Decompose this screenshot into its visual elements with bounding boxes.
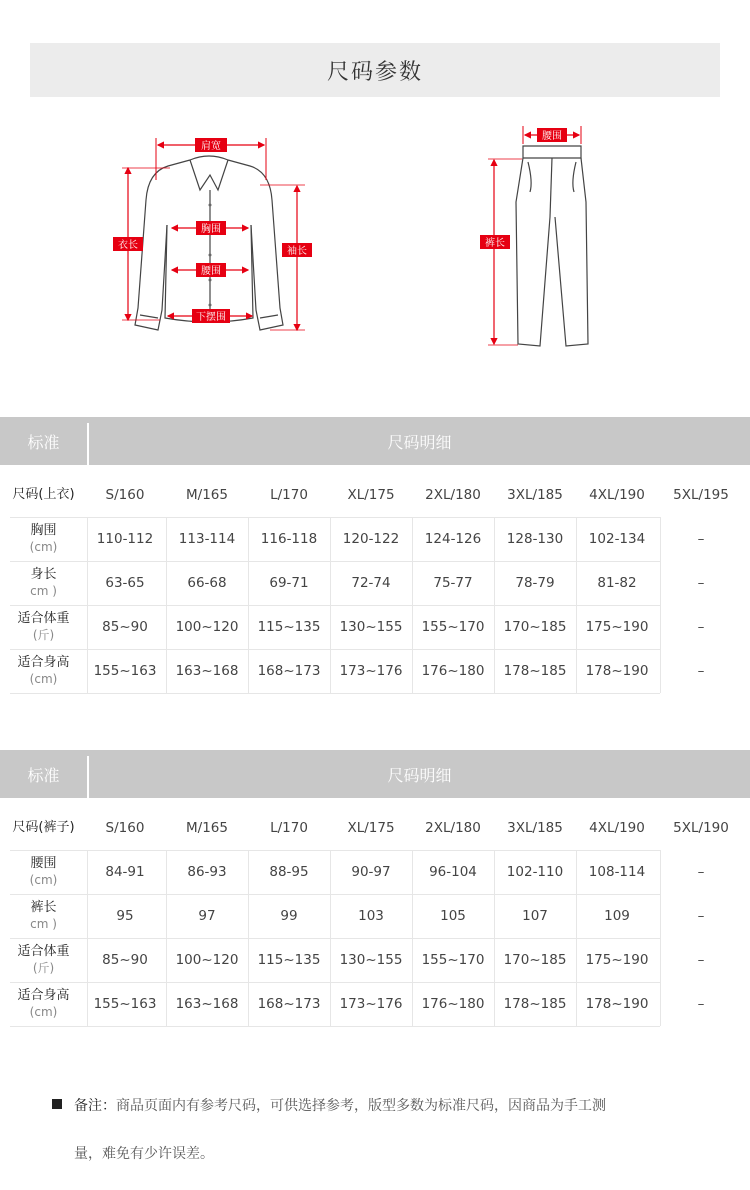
table-cell: – (697, 575, 705, 591)
table-cell: 176~180 (421, 663, 485, 679)
column-divider (87, 517, 88, 693)
size-cell: M/165 (186, 820, 228, 836)
column-divider (330, 517, 331, 693)
table-cell: – (697, 663, 705, 679)
bottom-size-table (0, 750, 750, 1036)
row-label: 适合身高 (17, 655, 70, 670)
row-label: 尺码(上衣) (12, 487, 75, 502)
note-text-2: 量，难免有少许误差。 (74, 1146, 214, 1162)
row-divider (10, 649, 660, 650)
size-cell: S/160 (105, 487, 145, 503)
label-waist-top: 腰围 (201, 266, 221, 277)
row-unit: (cm) (29, 1005, 58, 1019)
table-cell: 96-104 (429, 864, 477, 880)
table-cell: 102-134 (588, 531, 646, 547)
table-cell: 178~190 (585, 996, 649, 1012)
label-chest: 胸围 (201, 224, 221, 235)
pants-diagram (478, 122, 598, 354)
table-cell: 97 (198, 908, 216, 924)
table-cell: 175~190 (585, 619, 649, 635)
size-cell: M/165 (186, 487, 228, 503)
note (52, 1082, 732, 1178)
column-divider (166, 850, 167, 1026)
table-cell: 103 (358, 908, 384, 924)
header-standard: 标准 (27, 432, 60, 452)
table-header (0, 750, 750, 798)
column-divider (494, 850, 495, 1026)
table-cell: 115~135 (257, 619, 321, 635)
table-cell: – (697, 864, 705, 880)
header-standard: 标准 (27, 765, 60, 785)
table-row (0, 561, 750, 605)
table-cell: 99 (280, 908, 298, 924)
table-cell: – (697, 996, 705, 1012)
table-row (0, 982, 750, 1026)
table-cell: 107 (522, 908, 548, 924)
row-label: 胸围 (30, 523, 57, 538)
row-label: 尺码(裤子) (12, 820, 75, 835)
table-cell: 100~120 (175, 952, 239, 968)
table-cell: 155~170 (421, 952, 485, 968)
table-cell: 85~90 (102, 619, 148, 635)
table-cell: – (697, 908, 705, 924)
table-row (0, 649, 750, 693)
table-cell: 63-65 (105, 575, 145, 591)
table-cell: 163~168 (175, 996, 239, 1012)
table-cell: 120-122 (342, 531, 400, 547)
size-cell: 5XL/190 (673, 820, 729, 836)
table-cell: – (697, 531, 705, 547)
table-cell: 176~180 (421, 996, 485, 1012)
table-cell: 90-97 (351, 864, 391, 880)
row-unit: (斤) (32, 628, 55, 642)
column-divider (248, 517, 249, 693)
row-header (0, 649, 87, 693)
table-cell: 109 (604, 908, 630, 924)
row-header (0, 561, 87, 605)
size-cell: XL/175 (347, 820, 395, 836)
row-header (0, 850, 87, 894)
table-row (0, 938, 750, 982)
row-label: 身长 (30, 567, 57, 582)
top-size-table (0, 417, 750, 703)
column-divider (660, 850, 661, 1026)
table-cell: 81-82 (597, 575, 637, 591)
row-divider (10, 982, 660, 983)
table-cell: 75-77 (433, 575, 473, 591)
table-cell: 110-112 (96, 531, 154, 547)
size-cell: 5XL/195 (673, 487, 729, 503)
label-waist-pants: 腰围 (542, 131, 562, 142)
header-detail: 尺码明细 (387, 432, 452, 452)
row-unit: (cm) (29, 540, 58, 554)
row-header (0, 605, 87, 649)
table-cell: 86-93 (187, 864, 227, 880)
table-cell: 72-74 (351, 575, 391, 591)
label-length: 衣长 (118, 240, 138, 251)
table-cell: 66-68 (187, 575, 227, 591)
table-cell: 95 (116, 908, 134, 924)
row-divider (10, 561, 660, 562)
table-cell: 178~185 (503, 663, 567, 679)
row-divider (10, 605, 660, 606)
row-divider (10, 1026, 660, 1027)
size-cell: XL/175 (347, 487, 395, 503)
column-divider (87, 850, 88, 1026)
table-cell: 170~185 (503, 619, 567, 635)
row-divider (10, 850, 660, 851)
size-row (0, 473, 750, 517)
size-cell: L/170 (270, 487, 308, 503)
size-cell: 2XL/180 (425, 820, 481, 836)
size-cell: 3XL/185 (507, 487, 563, 503)
size-cell: 2XL/180 (425, 487, 481, 503)
table-cell: 155~163 (93, 663, 157, 679)
table-cell: 168~173 (257, 996, 321, 1012)
row-label: 适合体重 (17, 944, 70, 959)
table-cell: 88-95 (269, 864, 309, 880)
table-cell: – (697, 952, 705, 968)
table-cell: 124-126 (424, 531, 482, 547)
row-unit: cm ) (30, 584, 57, 598)
row-label: 适合身高 (17, 988, 70, 1003)
table-cell: 105 (440, 908, 466, 924)
table-cell: 115~135 (257, 952, 321, 968)
row-header (0, 982, 87, 1026)
table-row (0, 894, 750, 938)
column-divider (166, 517, 167, 693)
table-header (0, 417, 750, 465)
table-cell: 175~190 (585, 952, 649, 968)
table-row (0, 517, 750, 561)
column-divider (330, 850, 331, 1026)
label-sleeve: 袖长 (287, 246, 307, 257)
table-cell: 168~173 (257, 663, 321, 679)
row-label: 腰围 (30, 856, 57, 871)
size-cell: 4XL/190 (589, 820, 645, 836)
table-row (0, 605, 750, 649)
note-label: 备注： (74, 1098, 116, 1114)
row-label: 裤长 (30, 900, 57, 915)
table-cell: 155~163 (93, 996, 157, 1012)
column-divider (494, 517, 495, 693)
table-cell: 173~176 (339, 663, 403, 679)
column-divider (412, 517, 413, 693)
table-cell: 163~168 (175, 663, 239, 679)
size-cell: S/160 (105, 820, 145, 836)
bullet-icon (52, 1099, 62, 1109)
row-header (0, 517, 87, 561)
row-header (0, 894, 87, 938)
size-cell: 4XL/190 (589, 487, 645, 503)
row-divider (10, 938, 660, 939)
row-unit: (cm) (29, 672, 58, 686)
row-header (0, 938, 87, 982)
label-pants-length: 裤长 (485, 238, 505, 249)
table-cell: 78-79 (515, 575, 555, 591)
size-row (0, 806, 750, 850)
row-unit: (斤) (32, 961, 55, 975)
table-cell: 130~155 (339, 619, 403, 635)
column-divider (576, 517, 577, 693)
column-divider (412, 850, 413, 1026)
column-divider (576, 850, 577, 1026)
row-divider (10, 894, 660, 895)
row-label: 适合体重 (17, 611, 70, 626)
table-cell: 128-130 (506, 531, 564, 547)
table-cell: 173~176 (339, 996, 403, 1012)
table-cell: 178~185 (503, 996, 567, 1012)
row-unit: cm ) (30, 917, 57, 931)
size-cell: L/170 (270, 820, 308, 836)
table-cell: 102-110 (506, 864, 564, 880)
size-cell: 3XL/185 (507, 820, 563, 836)
shirt-diagram (110, 130, 330, 345)
column-divider (660, 517, 661, 693)
table-cell: 84-91 (105, 864, 145, 880)
table-row (0, 850, 750, 894)
table-cell: 155~170 (421, 619, 485, 635)
table-cell: 170~185 (503, 952, 567, 968)
row-header (0, 806, 87, 850)
table-cell: 85~90 (102, 952, 148, 968)
table-cell: 130~155 (339, 952, 403, 968)
header-detail: 尺码明细 (387, 765, 452, 785)
row-header (0, 473, 87, 517)
table-cell: 113-114 (178, 531, 236, 547)
table-cell: 69-71 (269, 575, 309, 591)
row-divider (10, 517, 660, 518)
row-divider (10, 693, 660, 694)
table-cell: 100~120 (175, 619, 239, 635)
label-shoulder: 肩宽 (201, 141, 221, 152)
note-text-1: 商品页面内有参考尺码，可供选择参考，版型多数为标准尺码，因商品为手工测 (116, 1098, 606, 1114)
row-unit: (cm) (29, 873, 58, 887)
table-cell: 116-118 (260, 531, 318, 547)
label-hem: 下摆围 (196, 312, 226, 323)
column-divider (248, 850, 249, 1026)
table-cell: 178~190 (585, 663, 649, 679)
table-cell: 108-114 (588, 864, 646, 880)
page-title: 尺码参数 (30, 43, 720, 97)
table-cell: – (697, 619, 705, 635)
